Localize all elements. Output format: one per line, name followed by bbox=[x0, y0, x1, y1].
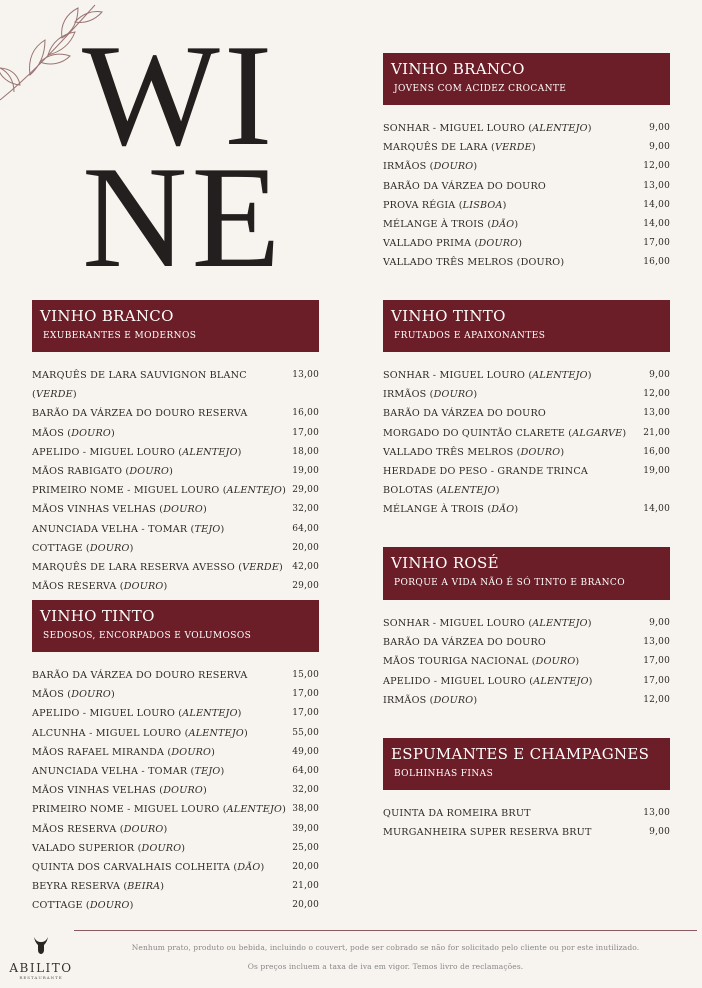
wine-price: 21,00 bbox=[643, 427, 670, 438]
wine-price: 17,00 bbox=[292, 708, 319, 719]
wine-title-line2: NE bbox=[82, 136, 285, 298]
wine-name-text: MÃOS VINHAS VELHAS bbox=[32, 504, 157, 516]
wine-region: ALENTEJO bbox=[182, 446, 238, 458]
wine-name-text: MARQUÊS DE LARA bbox=[383, 142, 488, 154]
wine-region: ALENTEJO bbox=[533, 675, 589, 687]
wine-region: ALENTEJO bbox=[440, 485, 496, 497]
section-title: VINHO BRANCO bbox=[391, 60, 525, 78]
wine-item bbox=[383, 404, 670, 423]
wine-price: 42,00 bbox=[292, 562, 319, 573]
wine-region: ALENTEJO bbox=[532, 370, 588, 381]
wine-item bbox=[383, 385, 670, 404]
section-title: VINHO TINTO bbox=[40, 607, 155, 625]
wine-region: DOURO bbox=[123, 823, 164, 835]
logo-subtitle: RESTAURANTE bbox=[19, 975, 63, 980]
wine-list bbox=[383, 366, 670, 520]
wine-name-text: MARQUÊS DE LARA SAUVIGNON BLANC bbox=[32, 370, 247, 381]
wine-price: 64,00 bbox=[292, 766, 319, 777]
wine-item bbox=[383, 138, 670, 157]
wine-name bbox=[383, 823, 649, 842]
wine-region: DÃO bbox=[491, 219, 515, 231]
wine-region: DOURO bbox=[89, 542, 130, 554]
wine-price: 16,00 bbox=[643, 257, 670, 268]
section-vinho-branco-jovens bbox=[383, 53, 670, 273]
wine-name-text: BEYRA RESERVA bbox=[32, 881, 121, 893]
wine-item bbox=[32, 896, 319, 915]
section-header bbox=[383, 738, 670, 790]
wine-item bbox=[383, 462, 670, 500]
wine-item bbox=[32, 781, 319, 800]
wine-name: PRIMEIRO NOME - MIGUEL LOURO (ALENTEJO) bbox=[32, 485, 287, 497]
wine-name-text: MÃOS bbox=[32, 689, 64, 701]
wine-item bbox=[32, 877, 319, 896]
section-title: VINHO BRANCO bbox=[40, 307, 174, 325]
wine-region: DOURO bbox=[71, 689, 111, 701]
wine-name-text: MÉLANGE À TROIS bbox=[383, 504, 485, 516]
wine-name-text: APELIDO - MIGUEL LOURO bbox=[32, 708, 176, 720]
wine-name: MÃOS RESERVA (DOURO) bbox=[32, 581, 168, 593]
wine-region: DÃO bbox=[237, 862, 261, 874]
wine-name: MARQUÊS DE LARA (VERDE) bbox=[383, 142, 536, 154]
wine-price: 14,00 bbox=[643, 219, 670, 230]
wine-name: MORGADO DO QUINTÃO CLARETE (ALGARVE) bbox=[383, 427, 627, 439]
wine-name: ALCUNHA - MIGUEL LOURO (ALENTEJO) bbox=[32, 727, 248, 739]
wine-list bbox=[32, 666, 319, 916]
wine-price: 38,00 bbox=[292, 804, 319, 815]
wine-name: VALLADO TRÊS MELROS (DOURO) bbox=[383, 257, 565, 269]
wine-list bbox=[383, 804, 670, 842]
wine-price: 25,00 bbox=[292, 842, 319, 853]
wine-list bbox=[383, 119, 670, 273]
wine-item bbox=[32, 404, 319, 423]
footer-tax-note: Os preços incluem a taxa de iva em vigor. Temos livro de reclamações. bbox=[247, 962, 524, 971]
wine-name-text: APELIDO - MIGUEL LOURO bbox=[383, 675, 527, 687]
wine-region: LISBOA bbox=[462, 199, 503, 211]
wine-price: 9,00 bbox=[649, 827, 670, 838]
wine-name: MÃOS (DOURO) bbox=[32, 427, 115, 439]
wine-name-text: COTTAGE bbox=[32, 542, 83, 554]
wine-item bbox=[383, 823, 670, 842]
wine-price: 12,00 bbox=[643, 161, 670, 172]
wine-price: 20,00 bbox=[292, 900, 319, 911]
wine-price: 17,00 bbox=[292, 689, 319, 700]
wine-price: 20,00 bbox=[292, 862, 319, 873]
wine-item bbox=[32, 858, 319, 877]
section-title: ESPUMANTES E CHAMPAGNES bbox=[391, 745, 650, 763]
wine-price: 21,00 bbox=[292, 881, 319, 892]
wine-price: 19,00 bbox=[643, 466, 670, 477]
wine-name: MÃOS RESERVA (DOURO) bbox=[32, 823, 168, 835]
wine-name: SONHAR - MIGUEL LOURO (ALENTEJO) bbox=[383, 123, 592, 134]
wine-price: 55,00 bbox=[292, 727, 319, 738]
wine-price: 14,00 bbox=[643, 199, 670, 210]
wine-region: ALENTEJO bbox=[532, 618, 588, 629]
wine-price: 17,00 bbox=[292, 427, 319, 438]
wine-name-text: MÃOS VINHAS VELHAS bbox=[32, 785, 157, 797]
wine-price: 15,00 bbox=[292, 670, 319, 680]
wine-name-text: IRMÃOS bbox=[383, 694, 427, 706]
wine-item bbox=[32, 685, 319, 704]
wine-region: ALENTEJO bbox=[226, 485, 283, 497]
wine-name: SONHAR - MIGUEL LOURO (ALENTEJO) bbox=[383, 618, 592, 629]
wine-price: 18,00 bbox=[292, 446, 319, 457]
wine-price: 64,00 bbox=[292, 523, 319, 534]
wine-name: BEYRA RESERVA (BEIRA) bbox=[32, 881, 165, 893]
wine-name-text: ALCUNHA - MIGUEL LOURO bbox=[32, 727, 182, 739]
wine-price: 13,00 bbox=[643, 637, 670, 648]
wine-region: DOURO bbox=[129, 466, 170, 478]
wine-region: VERDE bbox=[242, 562, 280, 574]
wine-item bbox=[383, 424, 670, 443]
wine-region: VERDE bbox=[494, 142, 532, 154]
wine-price: 17,00 bbox=[643, 238, 670, 249]
wine-price: 20,00 bbox=[292, 542, 319, 553]
wine-region: DOURO bbox=[433, 161, 474, 173]
wine-name: MÉLANGE À TROIS (DÃO) bbox=[383, 504, 519, 516]
wine-region: DOURO bbox=[89, 900, 130, 912]
wine-name: MÃOS RABIGATO (DOURO) bbox=[32, 466, 174, 478]
wine-name-text: APELIDO - MIGUEL LOURO bbox=[32, 446, 176, 458]
wine-price: 9,00 bbox=[649, 370, 670, 380]
wine-item bbox=[383, 177, 670, 196]
wine-item bbox=[383, 196, 670, 215]
wine-name-text: MÃOS RESERVA bbox=[32, 823, 117, 835]
section-header bbox=[383, 53, 670, 105]
wine-list bbox=[32, 366, 319, 596]
section-header bbox=[383, 300, 670, 352]
wine-name: QUINTA DOS CARVALHAIS COLHEITA (DÃO) bbox=[32, 862, 265, 874]
section-title: VINHO ROSÉ bbox=[391, 554, 499, 572]
wine-name: APELIDO - MIGUEL LOURO (ALENTEJO) bbox=[32, 708, 242, 720]
wine-price: 9,00 bbox=[649, 618, 670, 628]
wine-name-text: MÃOS RESERVA bbox=[32, 581, 117, 593]
wine-name bbox=[32, 404, 292, 423]
wine-item bbox=[383, 633, 670, 652]
wine-name-text: IRMÃOS bbox=[383, 161, 427, 173]
wine-name: MÉLANGE À TROIS (DÃO) bbox=[383, 219, 519, 231]
wine-item bbox=[32, 462, 319, 481]
wine-item bbox=[32, 500, 319, 519]
wine-name-text: MÃOS RAFAEL MIRANDA bbox=[32, 746, 165, 758]
wine-name: MARQUÊS DE LARA RESERVA AVESSO (VERDE) bbox=[32, 562, 283, 574]
wine-item bbox=[32, 800, 319, 819]
abilito-logo bbox=[8, 935, 74, 980]
wine-name-text: BARÃO DA VÁRZEA DO DOURO bbox=[383, 180, 546, 192]
wine-region: DOURO bbox=[520, 446, 561, 458]
bull-icon bbox=[32, 935, 50, 955]
wine-name: ANUNCIADA VELHA - TOMAR (TEJO) bbox=[32, 523, 225, 535]
wine-item bbox=[383, 804, 670, 823]
wine-name-text: MORGADO DO QUINTÃO CLARETE bbox=[383, 427, 566, 439]
wine-item bbox=[383, 366, 670, 385]
wine-price: 13,00 bbox=[643, 808, 670, 818]
wine-item bbox=[383, 614, 670, 633]
section-espumantes bbox=[383, 738, 670, 842]
wine-item bbox=[32, 762, 319, 781]
wine-item bbox=[32, 366, 319, 404]
section-subtitle: FRUTADOS E APAIXONANTES bbox=[394, 331, 546, 341]
wine-name-text: MURGANHEIRA SUPER RESERVA BRUT bbox=[383, 827, 592, 839]
wine-name: COTTAGE (DOURO) bbox=[32, 542, 134, 554]
wine-name: IRMÃOS (DOURO) bbox=[383, 161, 478, 173]
wine-price: 12,00 bbox=[643, 389, 670, 400]
wine-item bbox=[383, 500, 670, 519]
wine-name-text: HERDADE DO PESO - GRANDE TRINCA BOLOTAS bbox=[383, 466, 589, 497]
wine-region: VERDE bbox=[35, 389, 73, 401]
wine-name-text: MARQUÊS DE LARA RESERVA AVESSO bbox=[32, 562, 235, 574]
wine-name-text: IRMÃOS bbox=[383, 389, 427, 401]
logo-name: ABILITO bbox=[9, 961, 73, 975]
wine-price: 49,00 bbox=[292, 746, 319, 757]
wine-name-text: BARÃO DA VÁRZEA DO DOURO bbox=[383, 637, 546, 649]
wine-price: 39,00 bbox=[292, 823, 319, 834]
section-subtitle: EXUBERANTES E MODERNOS bbox=[43, 331, 197, 341]
wine-price: 9,00 bbox=[649, 123, 670, 133]
wine-name bbox=[32, 666, 292, 685]
wine-name: COTTAGE (DOURO) bbox=[32, 900, 134, 912]
wine-name-text: ANUNCIADA VELHA - TOMAR bbox=[32, 523, 188, 535]
wine-price: 12,00 bbox=[643, 694, 670, 705]
wine-name-text: PRIMEIRO NOME - MIGUEL LOURO bbox=[32, 804, 220, 816]
wine-name bbox=[383, 633, 643, 652]
wine-name-text: MÃOS TOURIGA NACIONAL bbox=[383, 656, 529, 668]
wine-region: DOURO bbox=[433, 389, 474, 401]
wine-name bbox=[383, 804, 643, 823]
wine-item bbox=[32, 443, 319, 462]
wine-region: DOURO bbox=[433, 694, 474, 706]
section-header bbox=[32, 300, 319, 352]
wine-item bbox=[383, 234, 670, 253]
wine-price: 19,00 bbox=[292, 466, 319, 477]
wine-title-line1: WI bbox=[82, 14, 277, 176]
wine-price: 29,00 bbox=[292, 581, 319, 592]
wine-name: APELIDO - MIGUEL LOURO (ALENTEJO) bbox=[383, 675, 593, 687]
section-header bbox=[383, 547, 670, 600]
footer-divider bbox=[74, 930, 697, 931]
section-vinho-tinto-frutados bbox=[383, 300, 670, 520]
wine-name-text: PROVA RÉGIA bbox=[383, 199, 456, 211]
wine-name-text: VALLADO TRÊS MELROS bbox=[383, 257, 514, 269]
wine-region: DOURO bbox=[535, 656, 576, 668]
wine-item bbox=[32, 704, 319, 723]
wine-name: SONHAR - MIGUEL LOURO (ALENTEJO) bbox=[383, 370, 592, 381]
wine-name: PROVA RÉGIA (LISBOA) bbox=[383, 199, 507, 211]
wine-name: MÃOS (DOURO) bbox=[32, 689, 115, 701]
section-vinho-tinto-sedosos bbox=[32, 600, 319, 916]
wine-item bbox=[32, 743, 319, 762]
wine-region: DOURO bbox=[71, 427, 111, 439]
wine-name: ANUNCIADA VELHA - TOMAR (TEJO) bbox=[32, 766, 225, 778]
wine-item bbox=[32, 558, 319, 577]
wine-region: DOURO bbox=[171, 746, 212, 758]
wine-name-text: MÃOS RABIGATO bbox=[32, 466, 123, 478]
section-header bbox=[32, 600, 319, 652]
wine-name: MÃOS VINHAS VELHAS (DOURO) bbox=[32, 785, 207, 797]
wine-region: DÃO bbox=[491, 504, 515, 516]
wine-price: 16,00 bbox=[643, 446, 670, 457]
wine-region: ALENTEJO bbox=[532, 123, 588, 134]
wine-name: HERDADE DO PESO - GRANDE TRINCA BOLOTAS (ALENTEJO) bbox=[383, 466, 589, 497]
wine-name: VALLADO TRÊS MELROS (DOURO) bbox=[383, 446, 565, 458]
section-vinho-branco-exuberantes bbox=[32, 300, 319, 596]
wine-name-text: MÃOS bbox=[32, 427, 64, 439]
wine-price: 17,00 bbox=[643, 656, 670, 667]
wine-name-text: SONHAR - MIGUEL LOURO bbox=[383, 123, 526, 134]
wine-name: MARQUÊS DE LARA SAUVIGNON BLANC (VERDE) bbox=[32, 370, 247, 401]
wine-item bbox=[383, 253, 670, 272]
wine-region: DOURO bbox=[478, 238, 519, 250]
section-subtitle: BOLHINHAS FINAS bbox=[394, 769, 494, 779]
wine-item bbox=[383, 652, 670, 671]
wine-item bbox=[32, 424, 319, 443]
wine-name-text: VALLADO PRIMA bbox=[383, 238, 472, 250]
wine-item bbox=[383, 672, 670, 691]
wine-item bbox=[32, 520, 319, 539]
wine-region: TEJO bbox=[194, 766, 221, 778]
wine-name-text: COTTAGE bbox=[32, 900, 83, 912]
wine-item bbox=[383, 691, 670, 710]
wine-name-text: VALADO SUPERIOR bbox=[32, 842, 135, 854]
wine-name-text: BARÃO DA VÁRZEA DO DOURO RESERVA bbox=[32, 670, 248, 681]
wine-price: 29,00 bbox=[292, 485, 319, 496]
wine-region: DOURO bbox=[123, 581, 164, 593]
wine-region: DOURO bbox=[520, 257, 561, 269]
wine-item bbox=[32, 481, 319, 500]
section-subtitle: JOVENS COM ACIDEZ CROCANTE bbox=[394, 84, 567, 94]
wine-item bbox=[32, 820, 319, 839]
wine-price: 13,00 bbox=[292, 370, 319, 380]
wine-name bbox=[383, 177, 643, 196]
wine-name-text: SONHAR - MIGUEL LOURO bbox=[383, 618, 526, 629]
wine-price: 32,00 bbox=[292, 504, 319, 515]
wine-region: DOURO bbox=[163, 785, 203, 797]
wine-price: 17,00 bbox=[643, 675, 670, 686]
wine-region: ALENTEJO bbox=[182, 708, 238, 720]
wine-item bbox=[32, 577, 319, 596]
wine-name-text: BARÃO DA VÁRZEA DO DOURO RESERVA bbox=[32, 408, 248, 420]
wine-name: VALADO SUPERIOR (DOURO) bbox=[32, 842, 186, 854]
wine-list bbox=[383, 614, 670, 710]
wine-item bbox=[32, 724, 319, 743]
footer-disclaimer: Nenhum prato, produto ou bebida, incluindo o couvert, pode ser cobrado se não for solicitado pelo cliente ou por este inutilizado. bbox=[131, 943, 640, 952]
wine-region: TEJO bbox=[194, 523, 221, 535]
wine-name: APELIDO - MIGUEL LOURO (ALENTEJO) bbox=[32, 446, 242, 458]
wine-item bbox=[383, 215, 670, 234]
section-title: VINHO TINTO bbox=[391, 307, 506, 325]
wine-region: BEIRA bbox=[127, 881, 161, 893]
section-subtitle: PORQUE A VIDA NÃO É SÓ TINTO E BRANCO bbox=[394, 578, 625, 588]
section-vinho-rose bbox=[383, 547, 670, 710]
wine-region: DOURO bbox=[141, 842, 182, 854]
section-subtitle: SEDOSOS, ENCORPADOS E VOLUMOSOS bbox=[43, 631, 252, 641]
wine-name bbox=[383, 404, 643, 423]
wine-name-text: SONHAR - MIGUEL LOURO bbox=[383, 370, 526, 381]
wine-name: IRMÃOS (DOURO) bbox=[383, 694, 478, 706]
wine-name: MÃOS VINHAS VELHAS (DOURO) bbox=[32, 504, 207, 516]
wine-item bbox=[32, 839, 319, 858]
wine-region: ALENTEJO bbox=[226, 804, 283, 816]
wine-region: DOURO bbox=[163, 504, 203, 516]
wine-name: MÃOS RAFAEL MIRANDA (DOURO) bbox=[32, 746, 216, 758]
wine-name: MÃOS TOURIGA NACIONAL (DOURO) bbox=[383, 656, 580, 668]
wine-name: PRIMEIRO NOME - MIGUEL LOURO (ALENTEJO) bbox=[32, 804, 287, 816]
wine-item bbox=[32, 666, 319, 685]
wine-item bbox=[383, 157, 670, 176]
wine-name-text: PRIMEIRO NOME - MIGUEL LOURO bbox=[32, 485, 220, 497]
wine-name: VALLADO PRIMA (DOURO) bbox=[383, 238, 523, 250]
wine-price: 13,00 bbox=[643, 408, 670, 419]
wine-price: 13,00 bbox=[643, 180, 670, 191]
wine-price: 9,00 bbox=[649, 142, 670, 153]
wine-price: 14,00 bbox=[643, 504, 670, 515]
wine-name-text: BARÃO DA VÁRZEA DO DOURO bbox=[383, 408, 546, 420]
wine-region: ALGARVE bbox=[572, 427, 623, 439]
wine-name: IRMÃOS (DOURO) bbox=[383, 389, 478, 401]
wine-name-text: MÉLANGE À TROIS bbox=[383, 219, 485, 231]
wine-item bbox=[383, 119, 670, 138]
wine-name-text: QUINTA DA ROMEIRA BRUT bbox=[383, 808, 531, 819]
wine-name-text: ANUNCIADA VELHA - TOMAR bbox=[32, 766, 188, 778]
wine-name-text: VALLADO TRÊS MELROS bbox=[383, 446, 514, 458]
wine-item bbox=[383, 443, 670, 462]
wine-price: 16,00 bbox=[292, 408, 319, 419]
wine-region: ALENTEJO bbox=[188, 727, 244, 739]
wine-name-text: QUINTA DOS CARVALHAIS COLHEITA bbox=[32, 862, 231, 874]
wine-item bbox=[32, 539, 319, 558]
wine-price: 32,00 bbox=[292, 785, 319, 796]
